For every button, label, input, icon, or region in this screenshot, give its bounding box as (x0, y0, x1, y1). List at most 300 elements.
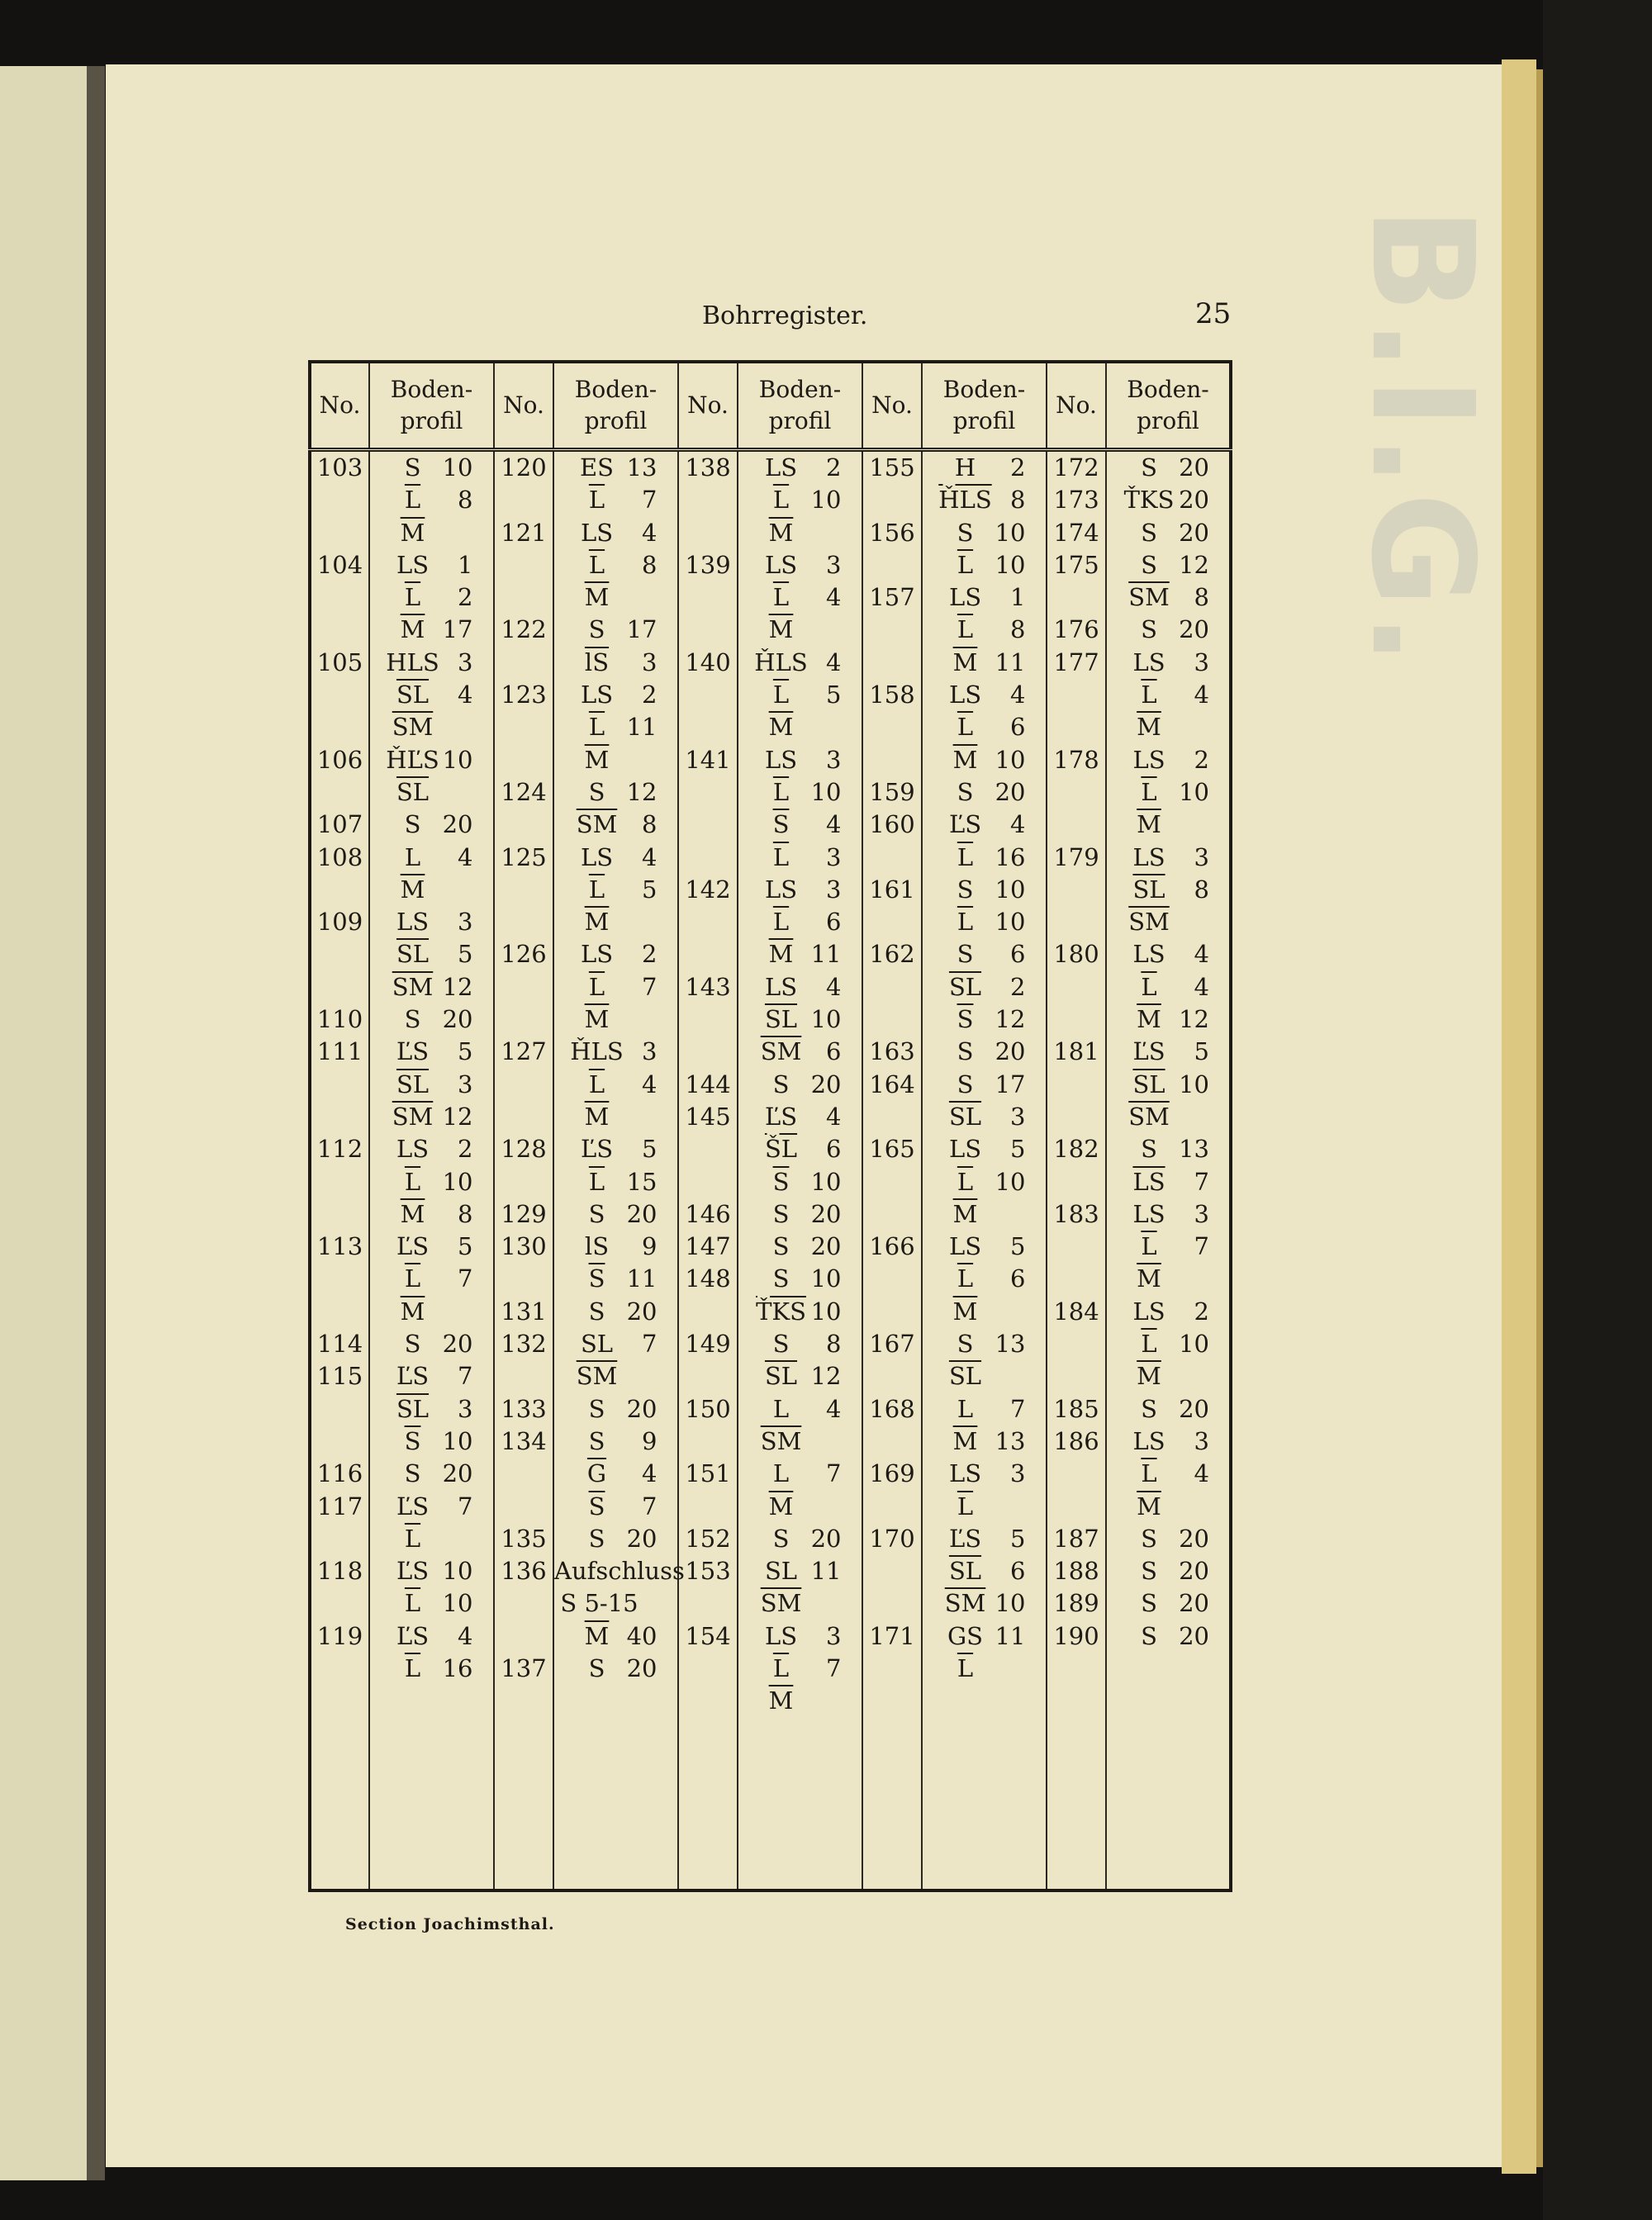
soil-symbol: $\overline{L}$ (404, 583, 421, 612)
bore-number-list (679, 452, 737, 1718)
layer-thickness: 8 (1010, 486, 1026, 515)
soil-layer-entry (1122, 1036, 1214, 1068)
soil-symbol: $\overline{SM}$ (392, 1102, 434, 1131)
soil-layer (554, 1198, 677, 1231)
bore-number (495, 581, 553, 614)
soil-symbol: $\overline{M}$ (584, 583, 610, 612)
layer-thickness: 2 (1010, 972, 1026, 1001)
profile-column (922, 450, 1047, 1891)
book-gutter (87, 66, 105, 2180)
soil-layer (923, 1491, 1046, 1523)
soil-layer (1107, 647, 1229, 679)
soil-layer-entry (938, 1393, 1031, 1425)
soil-symbol: $\overline{SM}$ (576, 1362, 618, 1391)
soil-layer-entry (754, 647, 847, 679)
soil-layer-entry (938, 1166, 1031, 1198)
bore-number: 169 (869, 1459, 915, 1488)
soil-layer-entry (938, 1458, 1031, 1490)
soil-symbol: ĽS (396, 1621, 430, 1650)
soil-layer-entry (570, 1036, 662, 1068)
soil-symbol: $\overline{L}$ (957, 550, 974, 579)
bore-number (495, 744, 553, 776)
soil-symbol: Aufschluss (554, 1557, 685, 1586)
soil-layer (738, 1101, 862, 1133)
soil-layer-entry (570, 744, 662, 776)
soil-layer-entry (386, 1198, 478, 1231)
layer-thickness: 4 (642, 1459, 657, 1488)
soil-symbol: LS (396, 1135, 430, 1164)
soil-layer-entry (570, 1296, 662, 1328)
soil-symbol: $\overline{L}$ (957, 713, 974, 742)
layer-thickness: 2 (458, 1135, 473, 1164)
layer-thickness: 20 (626, 1653, 657, 1682)
bore-number (495, 549, 553, 581)
soil-symbol: $\overline{M}$ (1137, 1264, 1161, 1293)
soil-layer-entry (386, 874, 478, 906)
bore-number: 180 (1053, 940, 1099, 969)
soil-symbol: LS (1132, 1297, 1165, 1326)
layer-thickness: 4 (458, 681, 473, 709)
soil-symbol: ĽS (396, 1492, 430, 1520)
soil-layer (738, 1198, 862, 1231)
soil-layer-entry (938, 842, 1031, 874)
bore-number: 107 (316, 810, 363, 839)
bore-number (495, 971, 553, 1003)
layer-thickness: 6 (826, 1135, 842, 1164)
header-profile: Boden- profil (922, 362, 1047, 450)
bore-number (311, 971, 368, 1003)
bore-number: 111 (316, 1037, 363, 1066)
soil-symbol: LS (764, 875, 798, 904)
soil-symbol: $\overline{L}$ (404, 1589, 421, 1618)
soil-layer (923, 1003, 1046, 1036)
bore-number: 167 (869, 1330, 915, 1359)
soil-layer (370, 1620, 493, 1653)
bore-number: 152 (685, 1524, 731, 1553)
bore-number: 114 (316, 1330, 363, 1359)
soil-layer (1107, 711, 1229, 743)
layer-thickness: 5 (642, 875, 657, 904)
soil-layer-entry (1122, 1133, 1214, 1165)
soil-layer (370, 1198, 493, 1231)
soil-layer (738, 1263, 862, 1295)
soil-layer (554, 1458, 677, 1490)
bore-number: 139 (685, 550, 731, 579)
soil-layer-entry (1122, 581, 1214, 614)
soil-symbol: S (772, 1330, 790, 1359)
bore-number: 189 (1053, 1589, 1099, 1618)
soil-layer (1107, 1360, 1229, 1392)
soil-layer-entry (938, 581, 1031, 614)
layer-thickness: 4 (1194, 681, 1209, 709)
soil-layer-entry (1122, 452, 1214, 484)
soil-layer-entry (754, 1425, 847, 1458)
soil-layer-entry (754, 1101, 847, 1133)
soil-symbol: L (772, 1459, 790, 1488)
bore-number (863, 842, 921, 874)
soil-layer-entry (570, 647, 662, 679)
soil-symbol: $\overline{M}$ (952, 1199, 978, 1228)
layer-thickness: 2 (642, 940, 657, 969)
soil-layer-entry (1122, 842, 1214, 874)
soil-layer-entry (938, 549, 1031, 581)
soil-layer (738, 647, 862, 679)
soil-layer (738, 1523, 862, 1555)
soil-symbol: $\overline{ŤKS}$ (756, 1297, 806, 1326)
bore-number (679, 581, 737, 614)
soil-symbol: $\overline{M}$ (768, 1686, 794, 1715)
bore-number-list (1047, 452, 1105, 1653)
soil-layer (923, 1069, 1046, 1101)
soil-layer (370, 1393, 493, 1425)
bore-number: 149 (685, 1330, 731, 1359)
soil-symbol: S (957, 518, 974, 547)
soil-layer (370, 1425, 493, 1458)
layer-thickness: 11 (626, 713, 657, 742)
soil-layer (738, 1328, 862, 1360)
soil-layer-entry (386, 1653, 478, 1685)
soil-layer-entry (386, 1231, 478, 1263)
soil-layer-entry (1122, 744, 1214, 776)
soil-symbol: S (772, 1232, 790, 1261)
soil-layer-entry (754, 581, 847, 614)
bore-number (311, 874, 368, 906)
soil-layer (1107, 1296, 1229, 1328)
soil-layer-entry (1122, 614, 1214, 646)
soil-layer (554, 549, 677, 581)
layer-thickness: 10 (810, 1167, 842, 1196)
soil-symbol: $\overline{S}$ (588, 1492, 605, 1520)
bore-number (495, 1263, 553, 1295)
soil-layer (1107, 679, 1229, 711)
soil-layer (923, 1166, 1046, 1198)
soil-layer-entry (570, 842, 662, 874)
soil-symbol: $\overline{L}$ (404, 1524, 421, 1553)
soil-symbol: $\overline{SL}$ (948, 1362, 982, 1391)
layer-thickness: 13 (995, 1330, 1026, 1359)
soil-layer (370, 1133, 493, 1165)
layer-thickness: 8 (1194, 875, 1209, 904)
layer-thickness: 10 (810, 1005, 842, 1034)
soil-layer (370, 1231, 493, 1263)
layer-thickness: 6 (1010, 1264, 1026, 1293)
bore-number (863, 1425, 921, 1458)
soil-symbol: $\overline{L}$ (957, 1653, 974, 1682)
bore-number (863, 614, 921, 646)
soil-layer-entry (754, 1555, 847, 1587)
bore-number (863, 1198, 921, 1231)
soil-layer (370, 1458, 493, 1490)
soil-layer-entry (938, 484, 1031, 516)
soil-layer-entry (754, 1003, 847, 1036)
soil-layer (923, 517, 1046, 549)
soil-profile-list (554, 452, 685, 1685)
layer-thickness: 7 (642, 1492, 657, 1520)
soil-layer-entry (570, 711, 662, 743)
soil-symbol: S (957, 940, 974, 969)
bore-number (1047, 1231, 1105, 1263)
soil-layer (923, 452, 1046, 484)
soil-layer (370, 1328, 493, 1360)
library-watermark: B.I.G. (1340, 206, 1503, 671)
bore-number (863, 1003, 921, 1036)
soil-layer (738, 1685, 862, 1717)
bore-number: 109 (316, 908, 363, 937)
soil-symbol: LS (948, 1232, 982, 1261)
bore-number (1047, 906, 1105, 938)
layer-thickness: 10 (442, 1426, 473, 1455)
soil-layer-entry (754, 1263, 847, 1295)
layer-thickness: 8 (458, 486, 473, 515)
layer-thickness: 5 (1010, 1232, 1026, 1261)
soil-layer-entry (1122, 517, 1214, 549)
soil-symbol: SL (764, 1557, 798, 1586)
soil-layer (554, 1653, 677, 1685)
soil-symbol: HLS (386, 648, 439, 676)
soil-symbol: $\overline{SL}$ (396, 1070, 430, 1098)
layer-thickness: 8 (642, 810, 657, 839)
bore-number: 137 (501, 1653, 547, 1682)
layer-thickness: 2 (826, 453, 842, 481)
bore-number: 141 (685, 745, 731, 774)
bore-number (495, 711, 553, 743)
bore-number: 118 (316, 1557, 363, 1586)
soil-symbol: H (954, 453, 976, 481)
soil-layer-entry (938, 1133, 1031, 1165)
soil-layer (923, 711, 1046, 743)
soil-layer-entry (938, 1263, 1031, 1295)
layer-thickness: 4 (826, 810, 842, 839)
soil-layer-entry (386, 679, 478, 711)
soil-layer (554, 1166, 677, 1198)
soil-layer-entry (938, 776, 1031, 809)
soil-layer-entry (754, 1069, 847, 1101)
soil-symbol: $\overline{L}$ (404, 1653, 421, 1682)
soil-layer (370, 1003, 493, 1036)
bore-number: 138 (685, 453, 731, 481)
soil-layer-entry (386, 1101, 478, 1133)
soil-layer (370, 1491, 493, 1523)
soil-layer (554, 776, 677, 809)
soil-layer-entry (754, 1523, 847, 1555)
soil-layer (738, 517, 862, 549)
soil-layer-entry (754, 1491, 847, 1523)
soil-layer (923, 1101, 1046, 1133)
soil-layer (923, 1296, 1046, 1328)
bore-number (863, 1166, 921, 1198)
soil-layer (923, 1328, 1046, 1360)
bore-number: 170 (869, 1524, 915, 1553)
soil-layer (1107, 1328, 1229, 1360)
soil-layer-entry (938, 1003, 1031, 1036)
soil-symbol: $\overline{M}$ (952, 648, 978, 676)
bore-number: 150 (685, 1394, 731, 1423)
layer-thickness: 11 (626, 1264, 657, 1293)
soil-layer-entry (938, 1620, 1031, 1653)
soil-layer (738, 776, 862, 809)
header-no: No. (494, 362, 553, 450)
soil-symbol: S (404, 1005, 421, 1034)
soil-layer-entry (570, 1523, 662, 1555)
soil-layer-entry (386, 614, 478, 646)
bore-number: 110 (316, 1005, 363, 1034)
layer-thickness: 10 (1179, 1330, 1209, 1359)
soil-layer (370, 484, 493, 516)
bore-number (863, 1587, 921, 1620)
layer-thickness: 4 (642, 842, 657, 871)
bore-number: 116 (316, 1459, 363, 1488)
bore-number (495, 647, 553, 679)
layer-thickness: 5 (458, 1037, 473, 1066)
soil-symbol: S (772, 1199, 790, 1228)
bore-number: 163 (869, 1037, 915, 1066)
bore-number (863, 1653, 921, 1685)
bore-number (495, 874, 553, 906)
layer-thickness: 10 (995, 908, 1026, 937)
soil-layer (370, 1587, 493, 1620)
soil-symbol: ĽS (396, 1232, 430, 1261)
bore-number-list (863, 452, 921, 1685)
soil-layer-entry (754, 1685, 847, 1717)
soil-layer (554, 484, 677, 516)
soil-layer-entry (938, 647, 1031, 679)
soil-layer (1107, 1133, 1229, 1165)
soil-symbol: LS (948, 1135, 982, 1164)
bore-number: 162 (869, 940, 915, 969)
soil-layer-entry (386, 1555, 478, 1587)
soil-symbol: $\overline{L}$ (1141, 1459, 1157, 1488)
bore-number: 188 (1053, 1557, 1099, 1586)
soil-symbol: $\overline{SL}$ (396, 681, 430, 709)
soil-layer-entry (570, 1360, 662, 1392)
soil-layer-entry (386, 1458, 478, 1490)
soil-layer (1107, 1491, 1229, 1523)
layer-thickness: 10 (995, 518, 1026, 547)
soil-layer (1107, 1425, 1229, 1458)
profile-column (369, 450, 494, 1891)
soil-layer-entry (386, 1036, 478, 1068)
soil-layer-entry (386, 1069, 478, 1101)
soil-symbol: $\overline{SL}$ (948, 1557, 982, 1586)
layer-thickness: 15 (626, 1167, 657, 1196)
soil-layer-entry (938, 1328, 1031, 1360)
soil-layer (554, 874, 677, 906)
soil-layer-entry (570, 1101, 662, 1133)
soil-symbol: $\overline{SM}$ (576, 810, 618, 839)
bore-number (679, 938, 737, 970)
soil-layer (1107, 1458, 1229, 1490)
soil-symbol: $\overline{M}$ (1137, 1005, 1161, 1034)
soil-layer-entry (938, 906, 1031, 938)
layer-thickness: 4 (1194, 972, 1209, 1001)
layer-thickness: 13 (626, 453, 657, 481)
bore-number (679, 1587, 737, 1620)
soil-symbol: $\overline{LS}$ (1132, 1167, 1165, 1196)
bore-number (495, 809, 553, 841)
soil-layer-entry (1122, 906, 1214, 938)
soil-layer (738, 1491, 862, 1523)
soil-layer (554, 1296, 677, 1328)
layer-thickness: 9 (642, 1426, 657, 1455)
soil-layer-entry (386, 938, 478, 970)
soil-layer-entry (570, 484, 662, 516)
soil-symbol: $\overline{L}$ (588, 486, 605, 515)
soil-symbol: S (772, 1524, 790, 1553)
bore-number (495, 1587, 553, 1620)
soil-layer (738, 1036, 862, 1068)
soil-layer-entry (386, 1523, 478, 1555)
soil-symbol: $\overline{SM}$ (1128, 583, 1170, 612)
soil-layer-entry (754, 711, 847, 743)
soil-layer-entry (754, 744, 847, 776)
soil-layer (738, 679, 862, 711)
layer-thickness: 20 (626, 1524, 657, 1553)
soil-symbol: $\overline{ȞLS}$ (938, 486, 992, 515)
soil-layer-entry (1122, 1328, 1214, 1360)
soil-layer-entry (938, 809, 1031, 841)
layer-thickness: 20 (1179, 453, 1209, 481)
bore-number: 181 (1053, 1037, 1099, 1066)
previous-page-edge (0, 66, 97, 2180)
bore-number (863, 1555, 921, 1587)
soil-layer-entry (754, 1587, 847, 1620)
soil-layer (1107, 1555, 1229, 1587)
soil-layer (923, 1231, 1046, 1263)
soil-layer (738, 1296, 862, 1328)
soil-layer-entry (570, 1166, 662, 1198)
soil-layer-entry (754, 1393, 847, 1425)
layer-thickness: 12 (810, 1362, 842, 1391)
profile-column (738, 450, 862, 1891)
soil-layer-entry (386, 1166, 478, 1198)
layer-thickness: 7 (1194, 1167, 1209, 1196)
soil-symbol: S (1141, 1524, 1157, 1553)
bore-number (495, 1491, 553, 1523)
bore-number (311, 1263, 368, 1295)
soil-layer (370, 549, 493, 581)
soil-symbol: S (588, 615, 605, 644)
soil-layer (738, 1166, 862, 1198)
soil-symbol: $\overline{M}$ (584, 1102, 610, 1131)
soil-layer-entry (570, 1263, 662, 1295)
soil-symbol: S (772, 1070, 790, 1098)
soil-symbol: $\overline{L}$ (772, 908, 790, 937)
soil-symbol: $\overline{M}$ (952, 1426, 978, 1455)
soil-layer-entry (938, 1036, 1031, 1068)
soil-layer-entry (1122, 1523, 1214, 1555)
soil-layer (554, 452, 677, 484)
soil-layer-entry (754, 549, 847, 581)
soil-layer (923, 1263, 1046, 1295)
soil-layer (738, 744, 862, 776)
soil-layer-entry (1122, 1458, 1214, 1490)
soil-symbol: LS (580, 518, 614, 547)
bore-number: 128 (501, 1135, 547, 1164)
soil-layer (370, 517, 493, 549)
soil-layer (554, 581, 677, 614)
soil-layer (370, 906, 493, 938)
bore-number: 158 (869, 681, 915, 709)
soil-layer (1107, 1263, 1229, 1295)
soil-symbol: LS (764, 550, 798, 579)
bore-number: 161 (869, 875, 915, 904)
soil-layer (1107, 776, 1229, 809)
soil-symbol: S (588, 1297, 605, 1326)
soil-layer (923, 971, 1046, 1003)
soil-layer-entry (1122, 1003, 1214, 1036)
bore-number: 113 (316, 1232, 363, 1261)
soil-symbol: $\overline{M}$ (1137, 713, 1161, 742)
